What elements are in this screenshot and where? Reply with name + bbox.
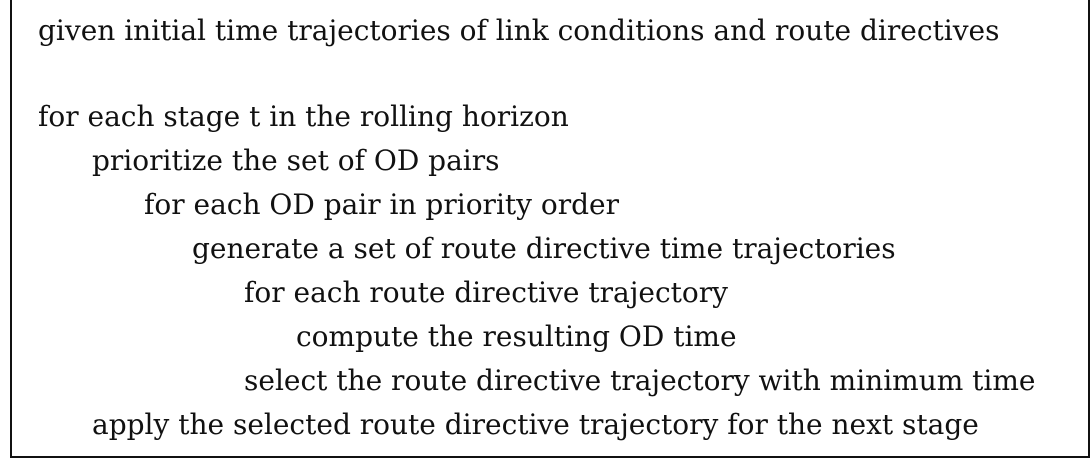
algorithm-box <box>10 0 1090 458</box>
algorithm-line-for-each-od-pair: for each OD pair in priority order <box>144 188 619 221</box>
algorithm-line-for-each-route-directive: for each route directive trajectory <box>244 276 728 309</box>
algorithm-line-generate: generate a set of route directive time trajectories <box>192 232 896 265</box>
algorithm-line-compute: compute the resulting OD time <box>296 320 737 353</box>
algorithm-line-prioritize: prioritize the set of OD pairs <box>92 144 500 177</box>
algorithm-line-apply: apply the selected route directive trajectory for the next stage <box>92 408 979 441</box>
algorithm-line-for-each-stage: for each stage t in the rolling horizon <box>38 100 569 133</box>
algorithm-line-given: given initial time trajectories of link conditions and route directives <box>38 14 1000 47</box>
algorithm-line-select: select the route directive trajectory with minimum time <box>244 364 1036 397</box>
